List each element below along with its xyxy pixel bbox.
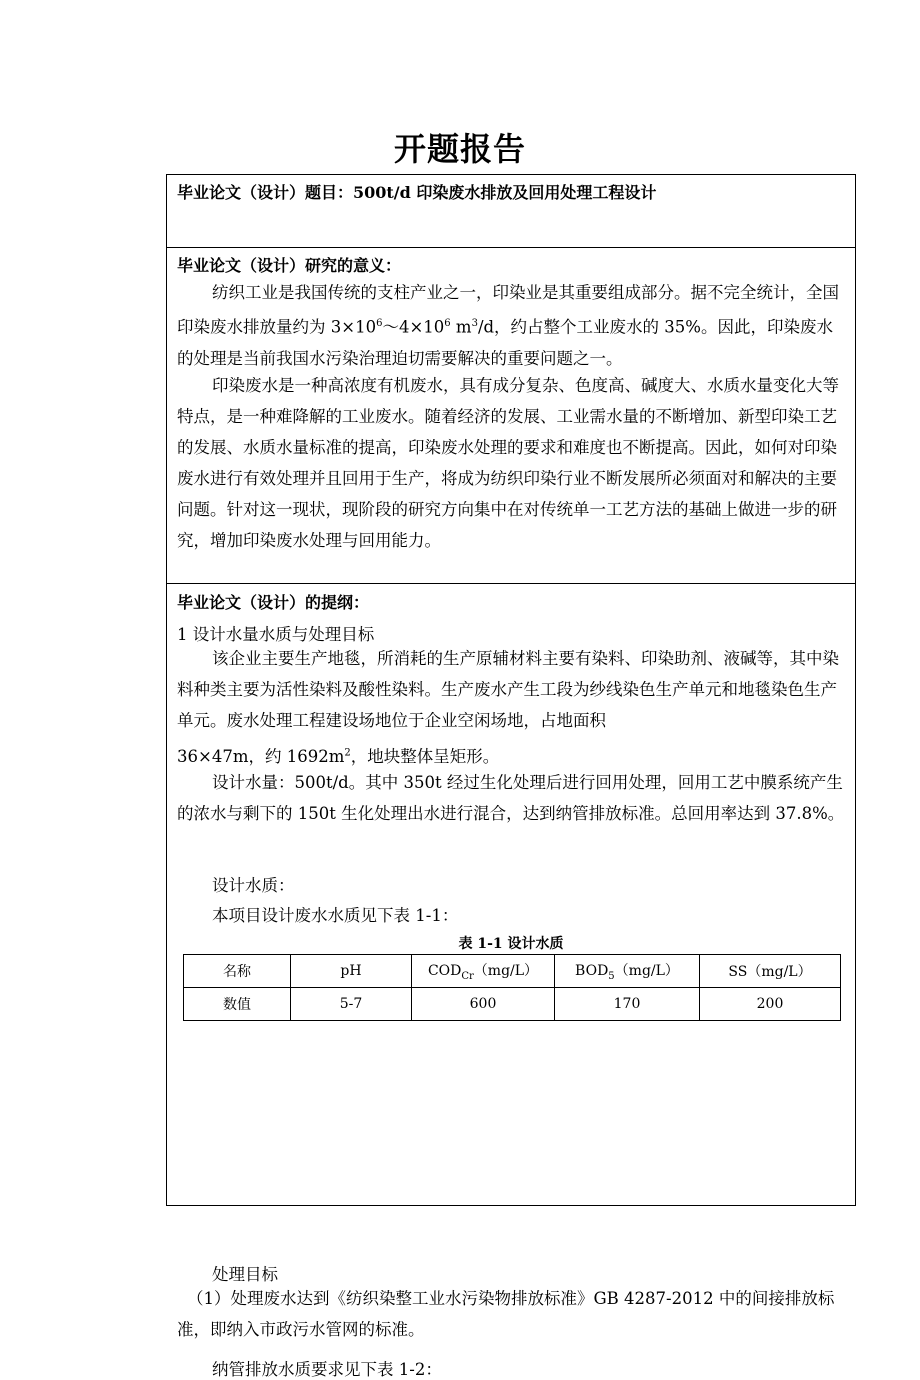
significance-heading: 毕业论文（设计）研究的意义： [177,256,402,275]
table-cell-cod: 600 [412,988,555,1021]
table-1-1-caption: 表 1-1 设计水质 [458,936,564,952]
design-quality-label: 设计水质： [212,876,295,895]
treatment-target-label: 处理目标 [212,1265,278,1284]
outline-paragraph-1-line-2: 36×47m，约 $1692m^2$，地块整体呈矩形。 [177,747,500,766]
treatment-target-paragraph-1: （1）处理废水达到《纺织染整工业水污染物排放标准》GB 4287-2012 中的间接排放标准，即纳入市政污水管网的标准。 [177,1289,835,1339]
table-cell-bod: 170 [555,988,700,1021]
significance-paragraph-2: 印染废水是一种高浓度有机废水，具有成分复杂、色度高、碱度大、水质水量变化大等特点，是一种难降解的工业废水。随着经济的发展、工业需水量的不断增加、新型印染工艺的发展、水质水量标准的提高，印染废水处理的要求和难度也不断提高。因此，如何对印染废水进行有效处理并且回用于生产，将成为纺织印染行业不断发展所必须面对和解决的主要问题。针对这一现状，现阶段的研究方向集中在对传统单一工艺方法的基础上做进一步的研究，增加印染废水处理与回用能力。 [177,376,839,550]
design-quality-table [183,954,841,1021]
table-header-name: 名称 [184,955,291,988]
treatment-target-paragraph-2: 纳管排放水质要求见下表 1-2： [212,1360,442,1379]
significance-section [167,247,855,584]
topic-heading: 毕业论文（设计）题目：500t/d 印染废水排放及回用处理工程设计 [177,183,657,202]
table-header-ss: SS（mg/L） [700,955,841,988]
significance-paragraph-1: 纺织工业是我国传统的支柱产业之一，印染业是其重要组成部分。据不完全统计，全国印染废水排放量约为 $3\times 10^6\sim 4\times 10^6$ $m^3/d$，约占整个工业废水的 35%。因此，印染废水的处理是当前我国水污染治理迫切需要解决的重要问题之一。 [177,283,839,368]
table-header-ph: pH [291,955,412,988]
table-cell-ph: 5-7 [291,988,412,1021]
table-cell-ss: 200 [700,988,841,1021]
table-header-cod: $COD_{Cr}(mg/L)$ [412,955,555,988]
table-cell-label: 数值 [184,988,291,1021]
topic-section [167,175,855,248]
outline-section [167,584,855,1379]
table-header-row [184,955,841,988]
outline-section-1-heading: 1 设计水量水质与处理目标 [177,625,375,644]
table-header-bod: $BOD_5(mg/L)$ [555,955,700,988]
outline-paragraph-1: 该企业主要生产地毯，所消耗的生产原辅材料主要有染料、印染助剂、液碱等，其中染料种类主要为活性染料及酸性染料。生产废水产生工段为纱线染色生产单元和地毯染色生产单元。废水处理工程建设场地位于企业空闲场地，占地面积 [177,649,839,730]
outline-heading: 毕业论文（设计）的提纲： [177,593,370,612]
page-title: 开题报告 [393,130,526,168]
report-frame [166,174,856,1379]
outline-paragraph-2: 设计水量：500t/d。其中 350t 经过生化处理后进行回用处理，回用工艺中膜系统产生的浓水与剩下的 150t 生化处理出水进行混合，达到纳管排放标准。总回用率达到 37.8%。 [177,773,845,823]
table-row [184,988,841,1021]
design-quality-intro: 本项目设计废水水质见下表 1-1： [212,906,459,925]
